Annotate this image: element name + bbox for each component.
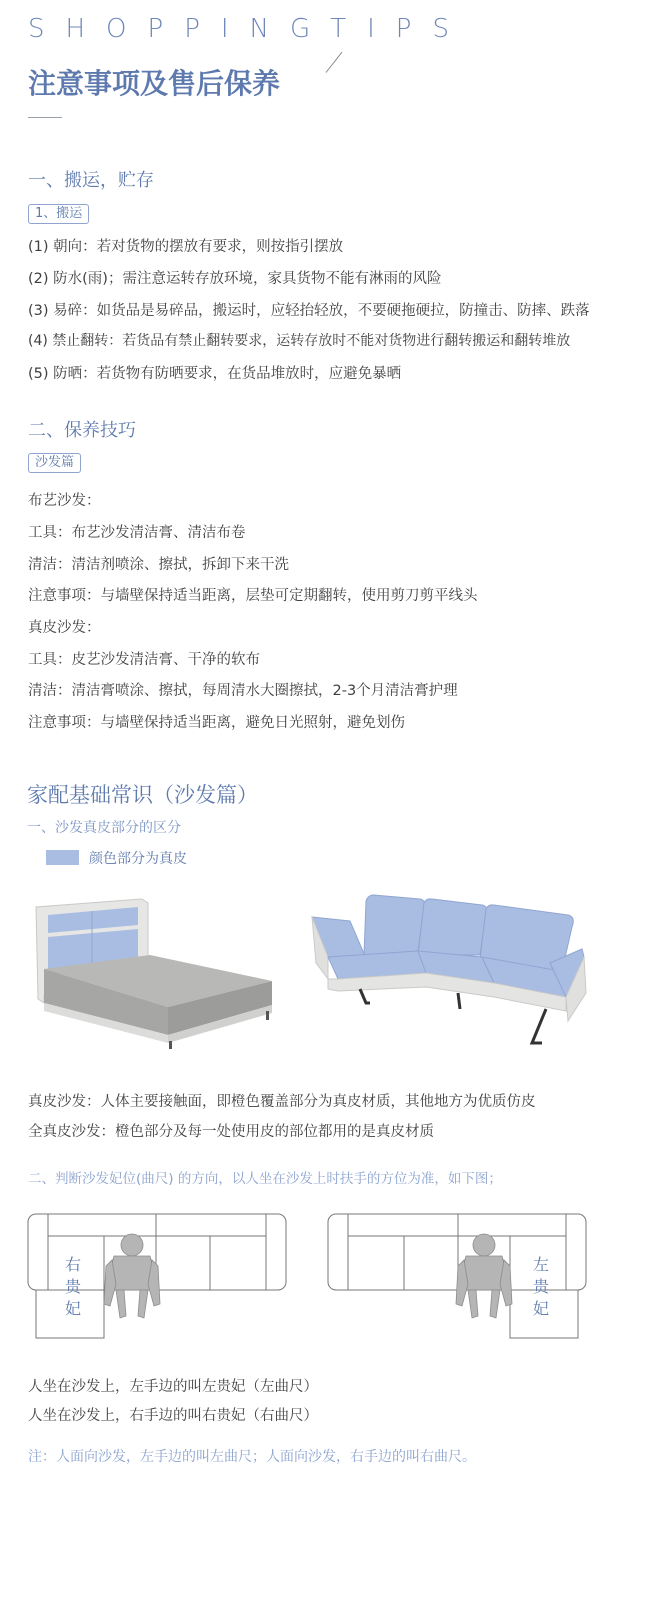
person-icon xyxy=(456,1234,512,1318)
tag-moving: 1、搬运 xyxy=(28,204,89,224)
list-item: (2) 防水(雨)；需注意运转存放环境，家具货物不能有淋雨的风险 xyxy=(28,271,442,287)
tag-sofa: 沙发篇 xyxy=(28,453,81,473)
diagram-label-char: 贵 xyxy=(64,1277,82,1296)
text-line: 真皮沙发： xyxy=(28,620,101,636)
diagram-label-char: 贵 xyxy=(532,1277,550,1296)
text-line: 布艺沙发： xyxy=(28,493,101,509)
title-divider xyxy=(28,117,62,118)
page-title: 注意事项及售后保养 xyxy=(28,67,281,100)
text-line: 清洁：清洁膏喷涂、擦拭，每周清水大圈擦拭，2-3个月清洁膏护理 xyxy=(28,683,458,699)
diagram-label-char: 左 xyxy=(532,1255,550,1274)
left-chaise-diagram xyxy=(326,1208,591,1344)
text-line: 人坐在沙发上，右手边的叫右贵妃（右曲尺） xyxy=(28,1408,318,1424)
list-item: (5) 防晒：若货物有防晒要求，在货品堆放时，应避免暴晒 xyxy=(28,366,402,382)
diagram-label-char: 妃 xyxy=(532,1299,550,1318)
eyebrow-text: SHOPPINGTIPS xyxy=(28,14,470,44)
subtitle-chaise-direction: 二、判断沙发妃位(曲尺) 的方向，以人坐在沙发上时扶手的方位为准，如下图； xyxy=(28,1171,502,1187)
title-slash-decoration xyxy=(326,52,343,73)
sofa-illustration xyxy=(310,893,590,1048)
list-item: (4) 禁止翻转：若货品有禁止翻转要求，运转存放时不能对货物进行翻转搬运和翻转堆放 xyxy=(28,333,571,349)
diagram-label-char: 妃 xyxy=(64,1299,82,1318)
right-chaise-diagram xyxy=(26,1208,291,1344)
subtitle-leather: 一、沙发真皮部分的区分 xyxy=(27,820,181,836)
person-icon xyxy=(104,1234,160,1318)
section-title-basics: 家配基础常识（沙发篇） xyxy=(27,783,258,807)
leather-legend-label: 颜色部分为真皮 xyxy=(89,851,187,867)
list-item: (3) 易碎：如货品是易碎品，搬运时，应轻抬轻放，不要硬拖硬拉，防撞击、防摔、跌落 xyxy=(28,303,590,319)
text-line: 清洁：清洁剂喷涂、擦拭，拆卸下来干洗 xyxy=(28,557,289,573)
text-line: 真皮沙发：人体主要接触面，即橙色覆盖部分为真皮材质，其他地方为优质仿皮 xyxy=(28,1094,536,1110)
section-title-handling: 一、搬运，贮存 xyxy=(28,170,154,191)
section-title-maintenance: 二、保养技巧 xyxy=(28,420,136,441)
text-line: 注意事项：与墙壁保持适当距离，层垫可定期翻转，使用剪刀剪平线头 xyxy=(28,588,478,604)
footnote: 注：人面向沙发，左手边的叫左曲尺；人面向沙发，右手边的叫右曲尺。 xyxy=(28,1449,476,1465)
text-line: 注意事项：与墙壁保持适当距离，避免日光照射，避免划伤 xyxy=(28,715,405,731)
text-line: 全真皮沙发：橙色部分及每一处使用皮的部位都用的是真皮材质 xyxy=(28,1124,434,1140)
text-line: 工具：布艺沙发清洁膏、清洁布卷 xyxy=(28,525,246,541)
diagram-label-char: 右 xyxy=(64,1255,82,1274)
text-line: 人坐在沙发上，左手边的叫左贵妃（左曲尺） xyxy=(28,1379,318,1395)
text-line: 工具：皮艺沙发清洁膏、干净的软布 xyxy=(28,652,260,668)
bed-illustration xyxy=(30,895,280,1050)
list-item: (1) 朝向：若对货物的摆放有要求，则按指引摆放 xyxy=(28,239,344,255)
leather-legend-swatch xyxy=(46,850,79,865)
